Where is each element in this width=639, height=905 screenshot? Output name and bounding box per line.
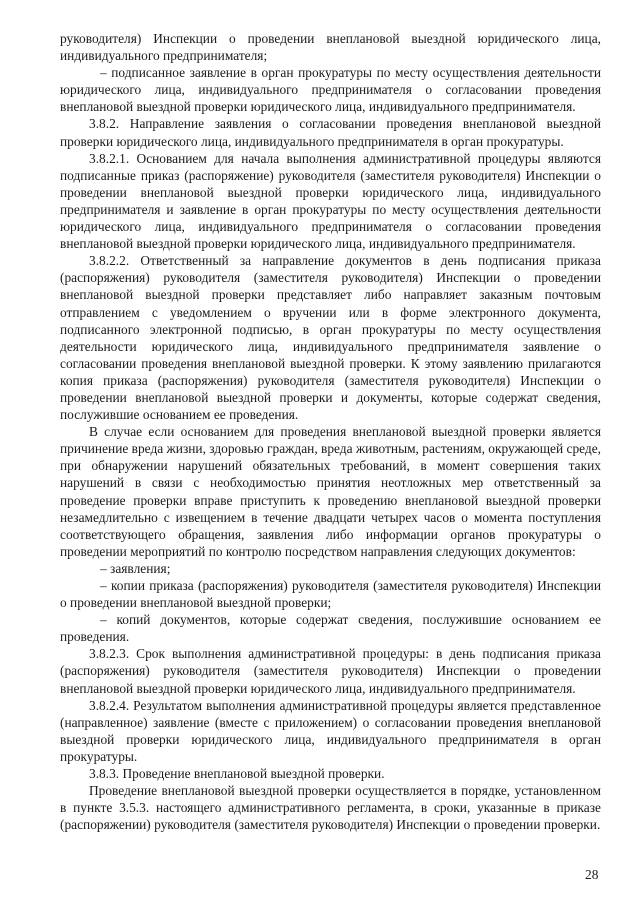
- document-body: [60, 30, 601, 833]
- paragraph-section-3-8-2-3: 3.8.2.3. Срок выполнения административной процедуры: в день подписания приказа (распоряжения) руководителя (заместителя руководителя) Инспекции о проведении внеплановой выездной проверки юридического лица, индивидуального предпринимателя.: [60, 646, 601, 696]
- list-item-dash: – заявления;: [100, 560, 171, 576]
- paragraph-inspection-procedure: Проведение внеплановой выездной проверки осуществляется в порядке, установленном в пункте 3.5.3. настоящего административного регламента, в сроки, указанные в приказе (распоряжении) руководителя (заместителя руководителя) Инспекции о проведении проверки.: [60, 783, 601, 833]
- list-item-dash: – копии приказа (распоряжения) руководителя (заместителя руководителя) Инспекции о проведении внеплановой выездной проверки;: [60, 578, 601, 611]
- paragraph-section-3-8-2-1: 3.8.2.1. Основанием для начала выполнения административной процедуры являются подписанные приказ (распоряжение) руководителя (заместителя руководителя) Инспекции о проведении внеплановой выездной проверки юридического лица, индивидуального предпринимателя и заявление в орган прокуратуры по месту осуществления деятельности юридического лица, индивидуального предпринимателя о согласовании проведения внеплановой выездной проверки юридического лица, индивидуального предпринимателя.: [60, 150, 601, 252]
- paragraph-section-3-8-3: 3.8.3. Проведение внеплановой выездной проверки.: [89, 766, 385, 782]
- list-item-dash: – подписанное заявление в орган прокуратуры по месту осуществления деятельности юридического лица, индивидуального предпринимателя о согласовании проведения внеплановой выездной проверки юридического лица, индивидуального предпринимателя.: [60, 65, 601, 115]
- paragraph-urgent-case: В случае если основанием для проведения внеплановой выездной проверки является причинение вреда жизни, здоровью граждан, вреда животным, растениям, окружающей среде, при обнаружении нарушений обязательных требований, в момент совершения таких нарушений в связи с необходимостью принятия неотложных мер ответственный за проведение проверки вправе приступить к проведению внеплановой выездной проверки незамедлительно с извещением в течение двадцати четырех часов о момента поступления соответствующего обращения, заявления либо информации органов прокуратуры о проведении мероприятий по контролю посредством направления следующих документов:: [60, 424, 602, 559]
- paragraph-section-3-8-2-4: 3.8.2.4. Результатом выполнения административной процедуры является представленное (направленное) заявление (вместе с приложением) о согласовании проведения внеплановой выездной проверки юридического лица, индивидуального предпринимателя в орган прокуратуры.: [60, 697, 601, 764]
- paragraph-section-3-8-2-2: 3.8.2.2. Ответственный за направление документов в день подписания приказа (распоряжения) руководителя (заместителя руководителя) Инспекции о проведении внеплановой выездной проверки представляет либо направляет заказным почтовым отправлением с уведомлением о вручении или в форме электронного документа, подписанного электронной подписью, в орган прокуратуры по месту осуществления деятельности юридического лица, индивидуального предпринимателя заявление о согласовании проведения внеплановой выездной проверки. К этому заявлению прилагаются копия приказа (распоряжения) руководителя (заместителя руководителя) Инспекции о проведении внеплановой выездной проверки и документы, которые содержат сведения, послужившие основанием ее проведения.: [60, 253, 601, 423]
- paragraph-section-3-8-2: 3.8.2. Направление заявления о согласовании проведения внеплановой выездной проверки юридического лица, индивидуального предпринимателя в орган прокуратуры.: [60, 116, 601, 149]
- list-item-dash: – копий документов, которые содержат сведения, послужившие основанием ее проведения.: [60, 612, 601, 645]
- page-number: 28: [585, 867, 599, 882]
- paragraph-continuation: руководителя) Инспекции о проведении внеплановой выездной юридического лица, индивидуального предпринимателя;: [60, 31, 601, 64]
